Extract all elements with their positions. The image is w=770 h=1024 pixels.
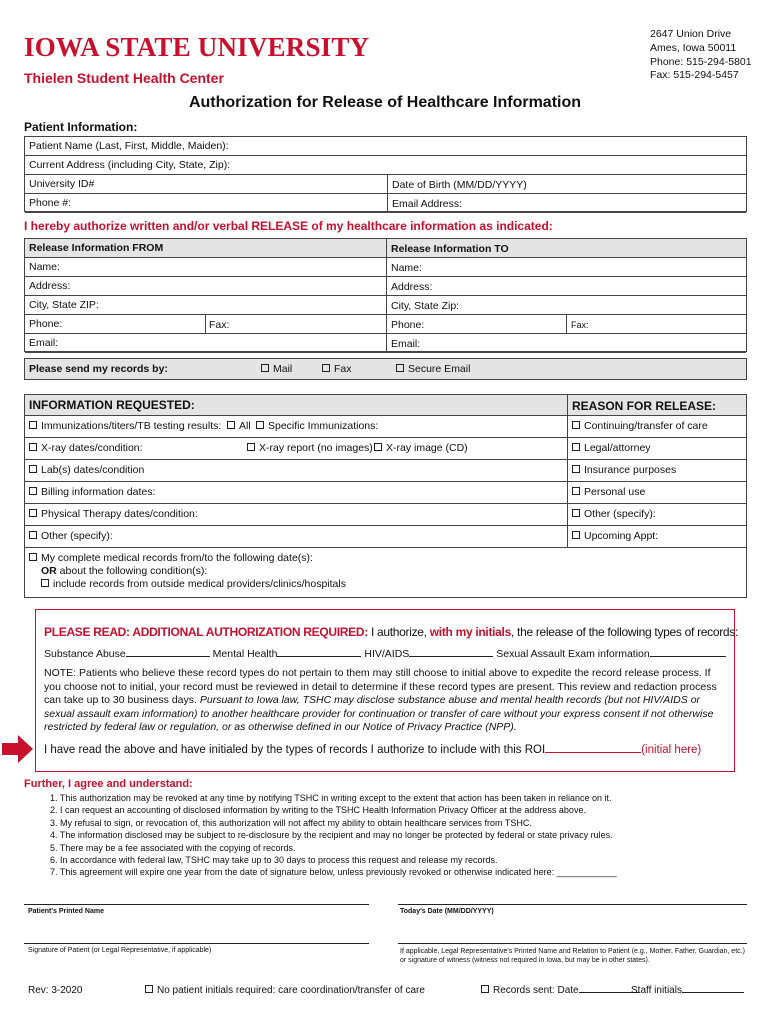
checkbox-icon[interactable] bbox=[29, 443, 37, 451]
phone-field[interactable] bbox=[25, 194, 746, 213]
xray-image-option[interactable] bbox=[374, 442, 468, 454]
reason-legal[interactable] bbox=[572, 442, 651, 454]
column-divider bbox=[386, 239, 387, 351]
checkbox-icon[interactable] bbox=[29, 487, 37, 495]
to-phone-field[interactable]: Phone: bbox=[391, 319, 425, 331]
revision-label: Rev: 3-2020 bbox=[28, 985, 83, 996]
reason-header: REASON FOR RELEASE: bbox=[572, 399, 717, 413]
field-label: University ID# bbox=[29, 178, 95, 190]
checkbox-icon[interactable] bbox=[572, 443, 580, 451]
checkbox-icon[interactable] bbox=[572, 531, 580, 539]
option-label: about the following condition(s): bbox=[59, 565, 208, 577]
legal-rep-label: If applicable, Legal Representative's Printed Name and Relation to Patient (e.g., Mother, Father, Guardian, etc.) or signature of witness (witness not required in Iowa, but may be in other states). bbox=[400, 948, 745, 964]
fax-option[interactable] bbox=[322, 363, 352, 375]
agree-item: 3. My refusal to sign, or revocation of, this authorization will not affect my ability to obtain healthcare services from TSHC. bbox=[50, 817, 532, 828]
agree-heading: Further, I agree and understand: bbox=[24, 778, 193, 790]
checkbox-icon[interactable] bbox=[29, 531, 37, 539]
immunizations-all-option[interactable] bbox=[227, 420, 251, 432]
patient-name-field[interactable] bbox=[25, 137, 746, 156]
checkbox-icon[interactable] bbox=[145, 985, 153, 993]
option-label: Continuing/transfer of care bbox=[584, 420, 708, 432]
todays-date-label: Today's Date (MM/DD/YYYY) bbox=[400, 908, 494, 915]
column-divider bbox=[387, 175, 388, 211]
signature-label: Signature of Patient (or Legal Representative, if applicable) bbox=[28, 947, 212, 954]
info-requested-header: INFORMATION REQUESTED: bbox=[29, 398, 195, 412]
option-label: Other (specify): bbox=[584, 508, 656, 520]
todays-date-line[interactable] bbox=[398, 904, 747, 905]
outside-records-option[interactable] bbox=[41, 578, 346, 590]
checkbox-icon[interactable] bbox=[227, 421, 235, 429]
release-from-header: Release Information FROM bbox=[29, 242, 164, 254]
other-info-option[interactable] bbox=[29, 530, 113, 542]
checkbox-icon[interactable] bbox=[481, 985, 489, 993]
send-method-row bbox=[24, 358, 747, 380]
agree-item: 2. I can request an accounting of disclosed information by writing to the TSHC Health Information Privacy Officer at the address above. bbox=[50, 805, 586, 816]
note-text: NOTE: Patients who believe these record types do not pertain to them may still choose to initial above to expedite the record release process. If you choose not to initial, your record must be reviewed in detail to determine if these record types are present. This review and redaction process can take up to 30 business days. bbox=[44, 667, 717, 706]
legal-rep-line[interactable] bbox=[398, 943, 747, 944]
university-id-field[interactable] bbox=[25, 175, 746, 194]
from-fax-field[interactable]: Fax: bbox=[209, 319, 230, 331]
to-address-field[interactable]: Address: bbox=[391, 281, 433, 293]
option-label: Fax bbox=[334, 363, 352, 375]
fax-line: Fax: 515-294-5457 bbox=[650, 69, 739, 82]
staff-initials-label: Staff initials bbox=[631, 985, 682, 996]
checkbox-icon[interactable] bbox=[572, 509, 580, 517]
checkbox-icon[interactable] bbox=[261, 364, 269, 372]
option-label: Legal/attorney bbox=[584, 442, 651, 454]
field-label: Address: bbox=[29, 280, 71, 292]
agree-item: 6. In accordance with federal law, TSHC may take up to 30 days to process this request and release my records. bbox=[50, 855, 498, 866]
initial-line bbox=[44, 744, 701, 756]
xray-report-option[interactable] bbox=[247, 442, 373, 454]
dob-field[interactable]: Date of Birth (MM/DD/YYYY) bbox=[392, 179, 527, 191]
note-paragraph bbox=[44, 667, 730, 735]
option-label: X-ray image (CD) bbox=[386, 442, 468, 454]
reason-continuing-care[interactable] bbox=[572, 420, 708, 432]
reason-other[interactable] bbox=[572, 508, 656, 520]
option-label: X-ray dates/condition: bbox=[41, 442, 143, 454]
or-label: OR bbox=[41, 565, 57, 577]
option-label: Specific Immunizations: bbox=[268, 420, 379, 432]
to-email-field[interactable]: Email: bbox=[391, 338, 421, 350]
checkbox-icon[interactable] bbox=[396, 364, 404, 372]
xray-dates-option[interactable] bbox=[29, 442, 143, 454]
phone-line: Phone: 515-294-5801 bbox=[650, 55, 752, 68]
secure-email-option[interactable] bbox=[396, 363, 470, 375]
sexual-assault-label: Sexual Assault Exam information bbox=[496, 648, 650, 660]
authorize-rest-text: , the release of the following types of records: bbox=[510, 625, 739, 639]
field-label: Email: bbox=[29, 337, 59, 349]
send-method-label: Please send my records by: bbox=[29, 363, 168, 375]
university-logo-text: IOWA STATE UNIVERSITY bbox=[24, 32, 370, 62]
address-line: 2647 Union Drive bbox=[650, 28, 732, 40]
reason-insurance[interactable] bbox=[572, 464, 676, 476]
center-address bbox=[650, 28, 752, 83]
reason-upcoming-appt[interactable] bbox=[572, 530, 658, 542]
field-label: Phone: bbox=[29, 318, 63, 330]
labs-option[interactable] bbox=[29, 464, 144, 476]
checkbox-icon[interactable] bbox=[247, 443, 255, 451]
option-label: Secure Email bbox=[408, 363, 471, 375]
release-to-header: Release Information TO bbox=[391, 243, 509, 255]
current-address-field[interactable] bbox=[25, 156, 746, 175]
checkbox-icon[interactable] bbox=[29, 509, 37, 517]
option-label: include records from outside medical providers/clinics/hospitals bbox=[53, 578, 346, 590]
option-label: My complete medical records from/to the following date(s): bbox=[41, 552, 313, 564]
billing-option[interactable] bbox=[29, 486, 155, 498]
initial-here-label: (initial here) bbox=[641, 744, 702, 756]
checkbox-icon[interactable] bbox=[572, 421, 580, 429]
fax-divider bbox=[205, 315, 206, 334]
address-line: Ames, Iowa 50011 bbox=[650, 41, 737, 54]
specific-immunizations-option[interactable] bbox=[256, 420, 378, 432]
option-label: Immunizations/titers/TB testing results: bbox=[41, 420, 222, 432]
record-types-line bbox=[44, 648, 726, 660]
option-label: Personal use bbox=[584, 486, 646, 498]
staff-initials-input[interactable] bbox=[682, 992, 744, 993]
authorize-text: I authorize, bbox=[367, 625, 430, 639]
checkbox-icon[interactable] bbox=[572, 487, 580, 495]
checkbox-icon[interactable] bbox=[322, 364, 330, 372]
immunizations-option[interactable] bbox=[29, 420, 221, 432]
to-fax-field[interactable]: Fax: bbox=[571, 320, 589, 330]
with-initials-text: with my initials bbox=[429, 625, 511, 639]
no-initials-option[interactable] bbox=[145, 985, 425, 996]
additional-authorization-box bbox=[35, 609, 739, 772]
agree-item: 5. There may be a fee associated with the copying of records. bbox=[50, 842, 296, 853]
option-label: Other (specify): bbox=[41, 530, 113, 542]
agree-item: 1. This authorization may be revoked at any time by notifying TSHC in writing except to the extent that action has been taken in reliance on it. bbox=[50, 793, 612, 803]
fax-divider bbox=[566, 315, 567, 334]
reason-personal[interactable] bbox=[572, 486, 645, 498]
complete-records-option[interactable] bbox=[29, 552, 313, 564]
initial-line-text: I have read the above and have initialed by the types of records I authorize to include with this ROI bbox=[44, 744, 546, 756]
option-label: Insurance purposes bbox=[584, 464, 677, 476]
condition-option bbox=[41, 565, 207, 577]
agree-item: 4. The information disclosed may be subject to re-disclosure by the recipient and may no longer be protected by federal or state privacy rules. bbox=[50, 830, 613, 841]
email-address-field[interactable]: Email Address: bbox=[392, 198, 463, 210]
option-label: Billing information dates: bbox=[41, 486, 156, 498]
field-label: Name: bbox=[29, 261, 60, 273]
mail-option[interactable] bbox=[261, 363, 292, 375]
column-divider bbox=[567, 395, 568, 548]
records-sent-date-field[interactable] bbox=[579, 992, 639, 993]
note-italic-text: Pursuant to Iowa law, TSHC may disclose substance abuse and mental health records (but not HIV/AIDS or sexual assault exam information) to another healthcare provider for continuation or transfer of care without your express consent if not otherwise restricted by federal law or regulation, or as otherwise defined in our Notice of Privacy Practice (NPP). bbox=[44, 694, 714, 733]
release-table bbox=[24, 238, 747, 352]
substance-abuse-label: Substance Abuse bbox=[44, 648, 126, 660]
field-label: Patient Name (Last, First, Middle, Maiden): bbox=[29, 140, 229, 152]
checkbox-icon[interactable] bbox=[374, 443, 382, 451]
checkbox-icon[interactable] bbox=[41, 579, 49, 587]
patient-info-table bbox=[24, 136, 747, 212]
field-label: City, State ZIP: bbox=[29, 299, 99, 311]
records-sent-label: Records sent: Date bbox=[493, 985, 579, 996]
health-center-name: Thielen Student Health Center bbox=[24, 70, 224, 86]
agree-list bbox=[50, 792, 740, 879]
option-label: Upcoming Appt: bbox=[584, 530, 659, 542]
option-label: Lab(s) dates/condition bbox=[41, 464, 145, 476]
hiv-aids-initial-field[interactable] bbox=[409, 656, 493, 657]
option-label: All bbox=[239, 420, 251, 432]
option-label: No patient initials required: care coordination/transfer of care bbox=[157, 985, 425, 996]
authorize-statement: I hereby authorize written and/or verbal RELEASE of my healthcare information as indicated: bbox=[24, 219, 553, 233]
checkbox-icon[interactable] bbox=[256, 421, 264, 429]
roi-initial-field[interactable] bbox=[545, 752, 641, 753]
checkbox-icon[interactable] bbox=[29, 553, 37, 561]
hiv-aids-label: HIV/AIDS bbox=[364, 648, 410, 660]
arrow-right-icon bbox=[2, 733, 34, 765]
records-sent-field[interactable] bbox=[481, 985, 639, 996]
checkbox-icon[interactable] bbox=[29, 465, 37, 473]
staff-initials-field[interactable] bbox=[631, 985, 744, 996]
mental-health-initial-field[interactable] bbox=[277, 656, 361, 657]
option-label: X-ray report (no images) bbox=[259, 442, 373, 454]
printed-name-label: Patient's Printed Name bbox=[28, 908, 104, 915]
sexual-assault-initial-field[interactable] bbox=[650, 656, 726, 657]
to-city-field[interactable]: City, State Zip: bbox=[391, 300, 460, 312]
substance-abuse-initial-field[interactable] bbox=[126, 656, 210, 657]
additional-heading-line bbox=[44, 625, 738, 639]
signature-line[interactable] bbox=[24, 943, 369, 944]
option-label: Physical Therapy dates/condition: bbox=[41, 508, 198, 520]
info-requested-table bbox=[24, 394, 747, 598]
patient-info-label: Patient Information: bbox=[24, 120, 138, 134]
printed-name-line[interactable] bbox=[24, 904, 369, 905]
to-name-field[interactable]: Name: bbox=[391, 262, 422, 274]
checkbox-icon[interactable] bbox=[572, 465, 580, 473]
checkbox-icon[interactable] bbox=[29, 421, 37, 429]
mental-health-label: Mental Health bbox=[212, 648, 278, 660]
additional-heading: PLEASE READ: ADDITIONAL AUTHORIZATION REQUIRED: bbox=[44, 625, 368, 639]
field-label: Phone #: bbox=[29, 197, 72, 209]
field-label: Current Address (including City, State, Zip): bbox=[29, 159, 231, 171]
form-title: Authorization for Release of Healthcare Information bbox=[188, 94, 582, 111]
option-label: Mail bbox=[273, 363, 293, 375]
physical-therapy-option[interactable] bbox=[29, 508, 198, 520]
agree-item: 7. This agreement will expire one year from the date of signature below, unless previously revoked or otherwise indicated here: ____________ bbox=[50, 867, 617, 878]
